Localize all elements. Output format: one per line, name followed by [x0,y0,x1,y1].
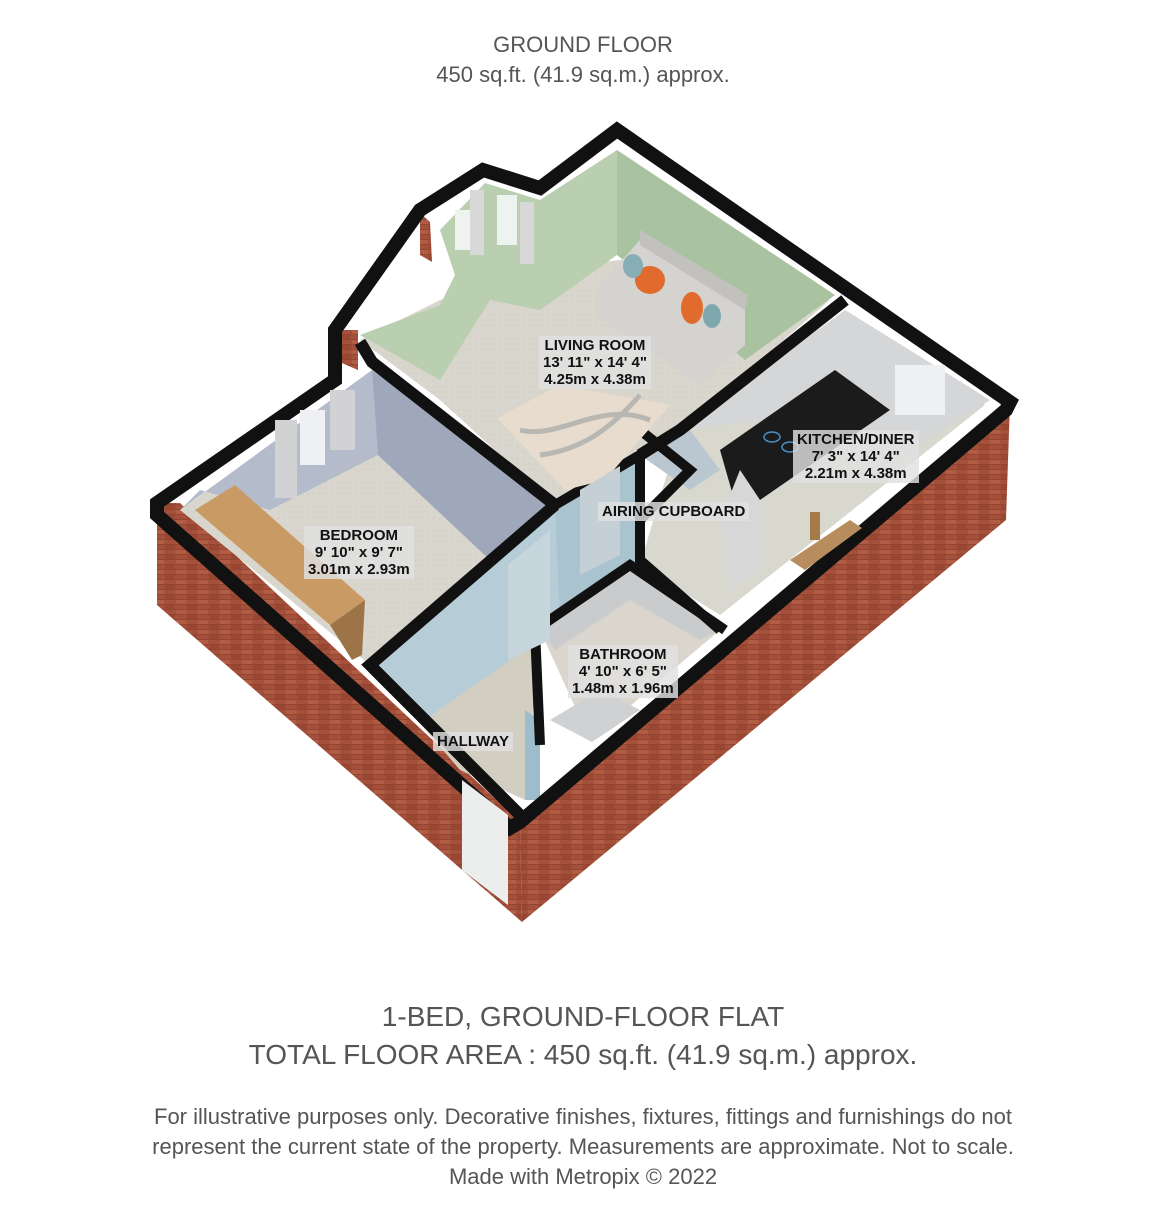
hallway-name: HALLWAY [437,733,509,750]
kitchen-metric: 2.21m x 4.38m [804,465,907,482]
kitchen-imperial: 7' 3" x 14' 4" [811,448,900,465]
bedroom-window [300,410,325,465]
total-floor-area: TOTAL FLOOR AREA : 450 sq.ft. (41.9 sq.m.) approx. [248,1039,918,1070]
kitchen-label [793,430,919,483]
bedroom-label [304,526,414,579]
hallway-label [433,732,513,751]
bedroom-curtain-1 [275,420,297,498]
cushion-teal [703,304,721,328]
airing-cupboard-label [598,502,749,521]
bathroom-label [568,645,678,698]
living-window-1 [455,210,470,250]
kitchen-window [895,365,945,415]
cushion-blue [623,254,643,278]
floor-name: GROUND FLOOR [493,32,673,57]
bedroom-metric: 3.01m x 2.93m [308,561,410,578]
property-summary [0,998,1166,1074]
airing-cupboard-name: AIRING CUPBOARD [602,503,746,520]
living-window-2 [497,195,517,245]
curtain-2 [520,202,534,264]
bathroom-metric: 1.48m x 1.96m [572,680,674,697]
disclaimer [0,1102,1166,1192]
living-room-metric: 4.25m x 4.38m [544,371,646,388]
disclaimer-line-2: represent the current state of the property. Measurements are approximate. Not to scale. [152,1134,1014,1159]
living-room-label [539,336,651,389]
exterior-wall-bay [420,213,432,262]
credit-line: Made with Metropix © 2022 [448,1164,718,1189]
disclaimer-line-1: For illustrative purposes only. Decorative finishes, fixtures, fittings and furnishings do not [154,1104,1012,1129]
bedroom-name: BEDROOM [319,527,399,544]
curtain-1 [470,190,484,255]
living-room-name: LIVING ROOM [544,337,646,354]
cushion-orange-2 [681,292,703,324]
bathroom-imperial: 4' 10" x 6' 5" [578,663,667,680]
bathroom-name: BATHROOM [579,646,667,663]
bedroom-curtain-2 [330,390,355,450]
kitchen-name: KITCHEN/DINER [797,431,915,448]
bedroom-imperial: 9' 10" x 9' 7" [314,544,403,561]
living-room-imperial: 13' 11" x 14' 4" [543,354,647,371]
property-type: 1-BED, GROUND-FLOOR FLAT [381,1001,785,1032]
dining-chair [810,512,820,540]
floor-area: 450 sq.ft. (41.9 sq.m.) approx. [436,62,730,87]
